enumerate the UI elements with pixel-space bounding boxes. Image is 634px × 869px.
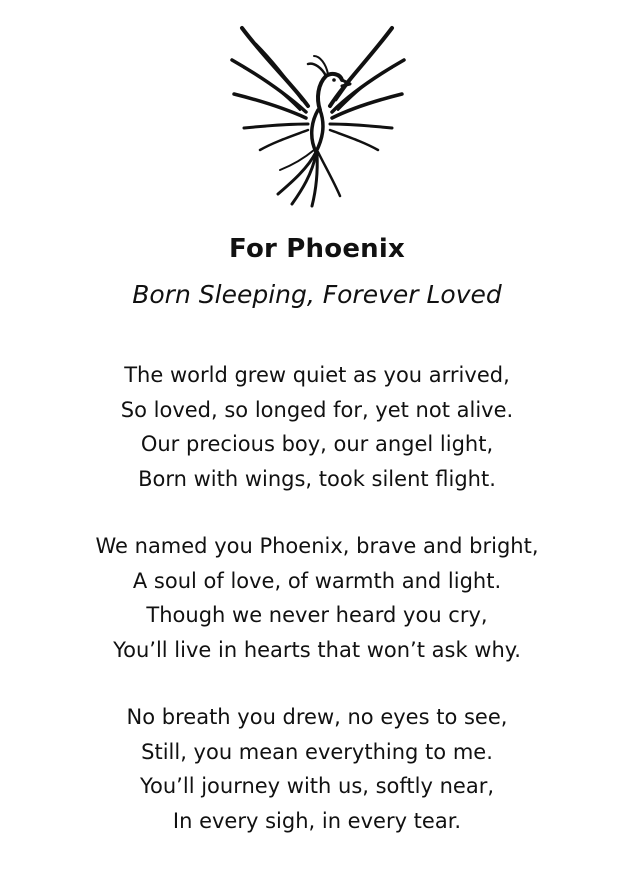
poem-line: Still, you mean everything to me. xyxy=(141,739,493,764)
poem-line: No breath you drew, no eyes to see, xyxy=(126,705,508,729)
poem-stanza-1 xyxy=(0,358,634,496)
poem-line: You’ll journey with us, softly near, xyxy=(139,774,495,798)
poem-line: Though we never heard you cry, xyxy=(146,603,488,627)
poem-line: We named you Phoenix, brave and bright, xyxy=(95,534,539,558)
poem-line: You’ll live in hearts that won’t ask why. xyxy=(113,637,521,662)
poem-line: In every sigh, in every tear. xyxy=(172,808,462,833)
phoenix-icon xyxy=(222,14,412,210)
card-subtitle: Born Sleeping, Forever Loved xyxy=(132,280,502,309)
poem-line: The world grew quiet as you arrived, xyxy=(124,363,510,387)
poem-stanza-3 xyxy=(0,700,634,838)
poem-line: Born with wings, took silent flight. xyxy=(138,466,496,491)
poem-stanza-2 xyxy=(0,529,634,667)
card-title: For Phoenix xyxy=(229,234,405,264)
poem-line: A soul of love, of warmth and light. xyxy=(132,568,502,593)
poem-line: So loved, so longed for, yet not alive. xyxy=(120,397,514,422)
poem-line: Our precious boy, our angel light, xyxy=(140,432,494,456)
